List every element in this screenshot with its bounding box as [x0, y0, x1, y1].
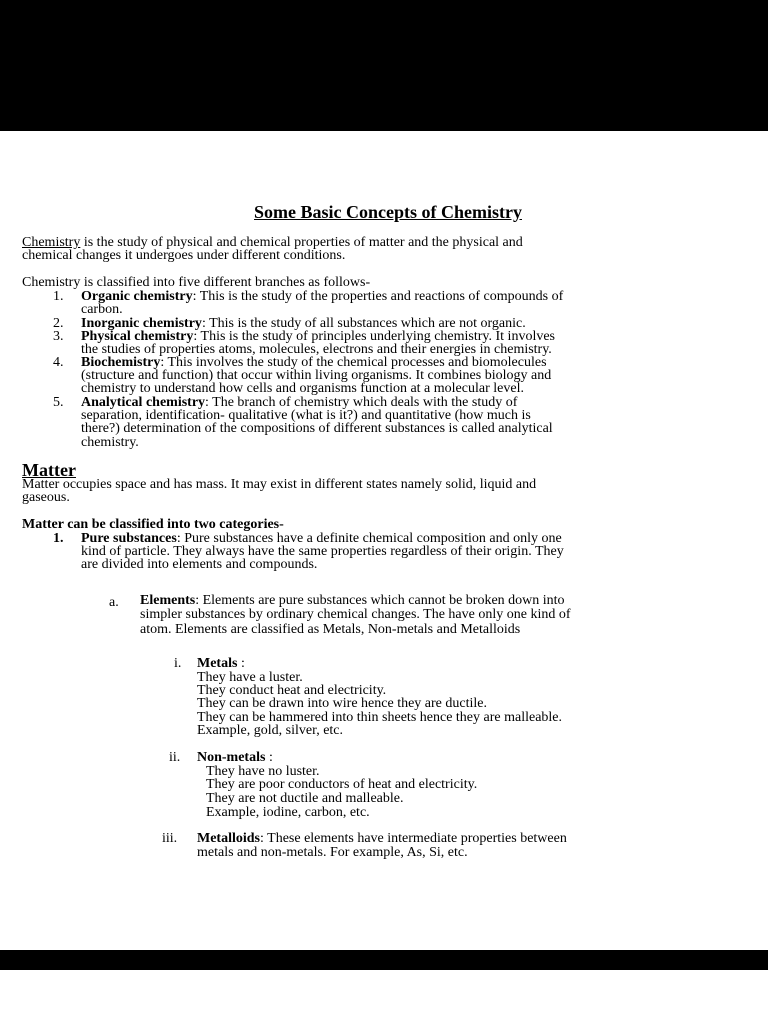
branch-3-name: Physical chemistry [81, 329, 194, 344]
metals-heading: Metals : [197, 656, 245, 671]
metalloids-marker: iii. [162, 831, 178, 846]
branch-2-number: 2. [53, 316, 64, 331]
metalloids-line-2: metals and non-metals. For example, As, Si, etc. [197, 845, 468, 860]
pure-line-1: Pure substances: Pure substances have a definite chemical composition and only one [81, 531, 562, 546]
page-title: Some Basic Concepts of Chemistry [254, 202, 522, 222]
matter-heading: Matter [22, 460, 76, 480]
branch-1-line-2: carbon. [81, 302, 123, 317]
pure-line-3: are divided into elements and compounds. [81, 557, 318, 572]
nonmetals-line-3: They are not ductile and malleable. [206, 791, 404, 806]
branch-4-line-2: (structure and function) that occur within living organisms. It combines biology and [81, 368, 552, 383]
branch-4-name: Biochemistry [81, 355, 161, 370]
branch-5-line-3: there?) determination of the compositions of different substances is called analytical [81, 421, 553, 436]
metals-line-4: They can be hammered into thin sheets hence they are malleable. [197, 710, 563, 725]
nonmetals-name: Non-metals [197, 750, 266, 765]
branch-2-line-1: Inorganic chemistry: This is the study of all substances which are not organic. [81, 316, 526, 331]
branch-1-line-1: Organic chemistry: This is the study of the properties and reactions of compounds of [81, 289, 564, 304]
categories-heading: Matter can be classified into two categories- [22, 517, 284, 532]
branch-5-line-1: Analytical chemistry: The branch of chemistry which deals with the study of [81, 395, 518, 410]
branch-2-name: Inorganic chemistry [81, 316, 202, 331]
metalloids-line-1: Metalloids: These elements have intermediate properties between [197, 831, 567, 846]
elements-name: Elements [140, 593, 196, 608]
branches-intro: Chemistry is classified into five different branches as follows- [22, 275, 371, 290]
pure-line-2: kind of particle. They always have the same properties regardless of their origin. They [81, 544, 564, 559]
nonmetals-line-1: They have no luster. [206, 764, 320, 779]
branch-3-line-1: Physical chemistry: This is the study of principles underlying chemistry. It involves [81, 329, 555, 344]
elements-marker: a. [109, 595, 119, 610]
metals-line-5: Example, gold, silver, etc. [197, 723, 344, 738]
branch-5-line-2: separation, identification- qualitative (what is it?) and quantitative (how much is [81, 408, 531, 423]
branch-3-number: 3. [53, 329, 64, 344]
bottom-black-bar [0, 950, 768, 970]
elements-line-2: simpler substances by ordinary chemical changes. The have only one kind of [140, 607, 571, 622]
branch-5-name: Analytical chemistry [81, 395, 206, 410]
intro-line-2: chemical changes it undergoes under different conditions. [22, 248, 346, 263]
metals-line-1: They have a luster. [197, 670, 303, 685]
pure-name: Pure substances [81, 531, 177, 546]
branch-4-number: 4. [53, 355, 64, 370]
elements-line-3: atom. Elements are classified as Metals, Non-metals and Metalloids [140, 622, 521, 637]
branch-1-number: 1. [53, 289, 64, 304]
metals-marker: i. [174, 656, 182, 671]
elements-line-1: Elements: Elements are pure substances which cannot be broken down into [140, 593, 565, 608]
branch-5-line-4: chemistry. [81, 435, 139, 450]
matter-line-2: gaseous. [22, 490, 70, 505]
branch-4-line-1: Biochemistry: This involves the study of the chemical processes and biomolecules [81, 355, 547, 370]
metals-name: Metals [197, 656, 238, 671]
nonmetals-line-4: Example, iodine, carbon, etc. [206, 805, 370, 820]
nonmetals-heading: Non-metals : [197, 750, 273, 765]
chemistry-term: Chemistry [22, 235, 81, 250]
branch-3-line-2: the studies of properties atoms, molecules, electrons and their energies in chemistry. [81, 342, 552, 357]
pure-number: 1. [53, 531, 64, 546]
branch-1-name: Organic chemistry [81, 289, 193, 304]
nonmetals-marker: ii. [169, 750, 181, 765]
metalloids-name: Metalloids [197, 831, 260, 846]
metals-line-2: They conduct heat and electricity. [197, 683, 387, 698]
branch-5-number: 5. [53, 395, 64, 410]
metals-line-3: They can be drawn into wire hence they are ductile. [197, 696, 487, 711]
nonmetals-line-2: They are poor conductors of heat and electricity. [206, 777, 478, 792]
matter-line-1: Matter occupies space and has mass. It may exist in different states namely solid, liquid and [22, 477, 537, 492]
intro-line-1-rest: is the study of physical and chemical properties of matter and the physical and [80, 235, 523, 250]
branch-4-line-3: chemistry to understand how cells and organisms function at a molecular level. [81, 381, 524, 396]
